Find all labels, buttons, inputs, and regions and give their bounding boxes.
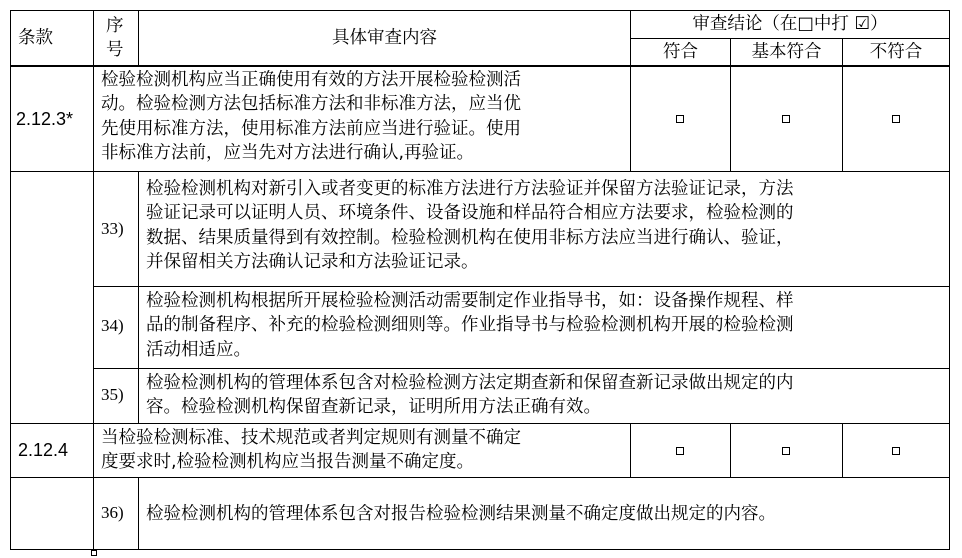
clause-column-line (93, 10, 94, 550)
header-conform: 符合 (663, 42, 698, 62)
header-bottom-line (10, 65, 950, 67)
text-line: 检验检测机构对新引入或者变更的标准方法进行方法验证并保留方法验证记录，方法 (146, 179, 794, 199)
basic-conform-checkbox[interactable] (782, 115, 790, 123)
text-line: 检验检测机构根据所开展检验检测活动需要制定作业指导书，如：设备操作规程、样 (146, 291, 794, 311)
clause-text (101, 68, 521, 166)
row-divider (10, 171, 950, 172)
table-border-left (10, 10, 11, 550)
text-line: 并保留相关方法确认记录和方法验证记录。 (146, 252, 479, 273)
conform-checkbox[interactable] (676, 115, 684, 123)
item-index: 33) (101, 219, 124, 238)
basic-conform-checkbox[interactable] (782, 447, 790, 455)
header-basic-conform: 基本符合 (751, 42, 822, 62)
item-index: 36) (101, 503, 124, 522)
header-seq-line2: 号 (106, 40, 124, 60)
conform-column-line (730, 423, 731, 478)
clause-number: 2.12.4 (18, 440, 69, 460)
text-line: 容。检验检测机构保留查新记录，证明所用方法正确有效。 (146, 397, 601, 418)
row-divider (93, 368, 950, 369)
header-seq-line1: 序 (106, 16, 124, 36)
table-anchor-mark (91, 550, 97, 556)
text-line: 先使用标准方法，使用标准方法前应当进行验证。使用 (101, 118, 521, 139)
clause-text (101, 426, 521, 475)
item-text (146, 177, 794, 275)
text-line: 品的制备程序、补充的检验检测细则等。作业指导书与检验检测机构开展的检验检测 (146, 315, 794, 336)
row-divider (93, 286, 950, 287)
text-line: 当检验检测标准、技术规范或者判定规则有测量不确定 (101, 428, 521, 448)
item-text (146, 371, 794, 420)
header-clause: 条款 (18, 28, 53, 48)
table-border-bottom (10, 549, 950, 550)
header-conclusion-divider (630, 38, 950, 39)
text-line: 度要求时,检验检测机构应当报告测量不确定度。 (101, 452, 475, 473)
text-line: 活动相适应。 (146, 339, 251, 360)
text-line: 检验检测机构的管理体系包含对检验检测方法定期查新和保留查新记录做出规定的内 (146, 373, 794, 393)
text-line: 数据、结果质量得到有效控制。检验检测机构在使用非标方法应当进行确认、验证， (146, 227, 794, 248)
item-text (146, 289, 794, 362)
header-conclusion: 审查结论（在□中打 ☑） (692, 14, 888, 34)
header-nonconform: 不符合 (869, 42, 923, 62)
text-line: 动。检验检测方法包括标准方法和非标准方法，应当优 (101, 94, 521, 115)
item-index: 35) (101, 385, 124, 404)
item-text (146, 502, 776, 526)
nonconform-checkbox[interactable] (892, 115, 900, 123)
seq-column-line (138, 477, 139, 550)
text-line: 检验检测机构的管理体系包含对报告检验检测结果测量不确定度做出规定的内容。 (146, 504, 776, 524)
table-border-right (949, 10, 950, 550)
table-border-top (10, 10, 950, 11)
nonconform-checkbox[interactable] (892, 447, 900, 455)
content-column-line (630, 423, 631, 478)
conform-checkbox[interactable] (676, 447, 684, 455)
seq-column-line (138, 171, 139, 424)
row-divider (10, 423, 950, 424)
text-line: 非标准方法前，应当先对方法进行确认,再验证。 (101, 143, 475, 164)
text-line: 检验检测机构应当正确使用有效的方法开展检验检测活 (101, 70, 521, 90)
row-divider (10, 477, 950, 478)
item-index: 34) (101, 316, 124, 335)
basic-conform-column-line (842, 423, 843, 478)
header-content: 具体审查内容 (332, 28, 437, 48)
text-line: 验证记录可以证明人员、环境条件、设备设施和样品符合相应方法要求，检验检测的 (146, 203, 794, 224)
clause-number: 2.12.3* (16, 109, 74, 129)
